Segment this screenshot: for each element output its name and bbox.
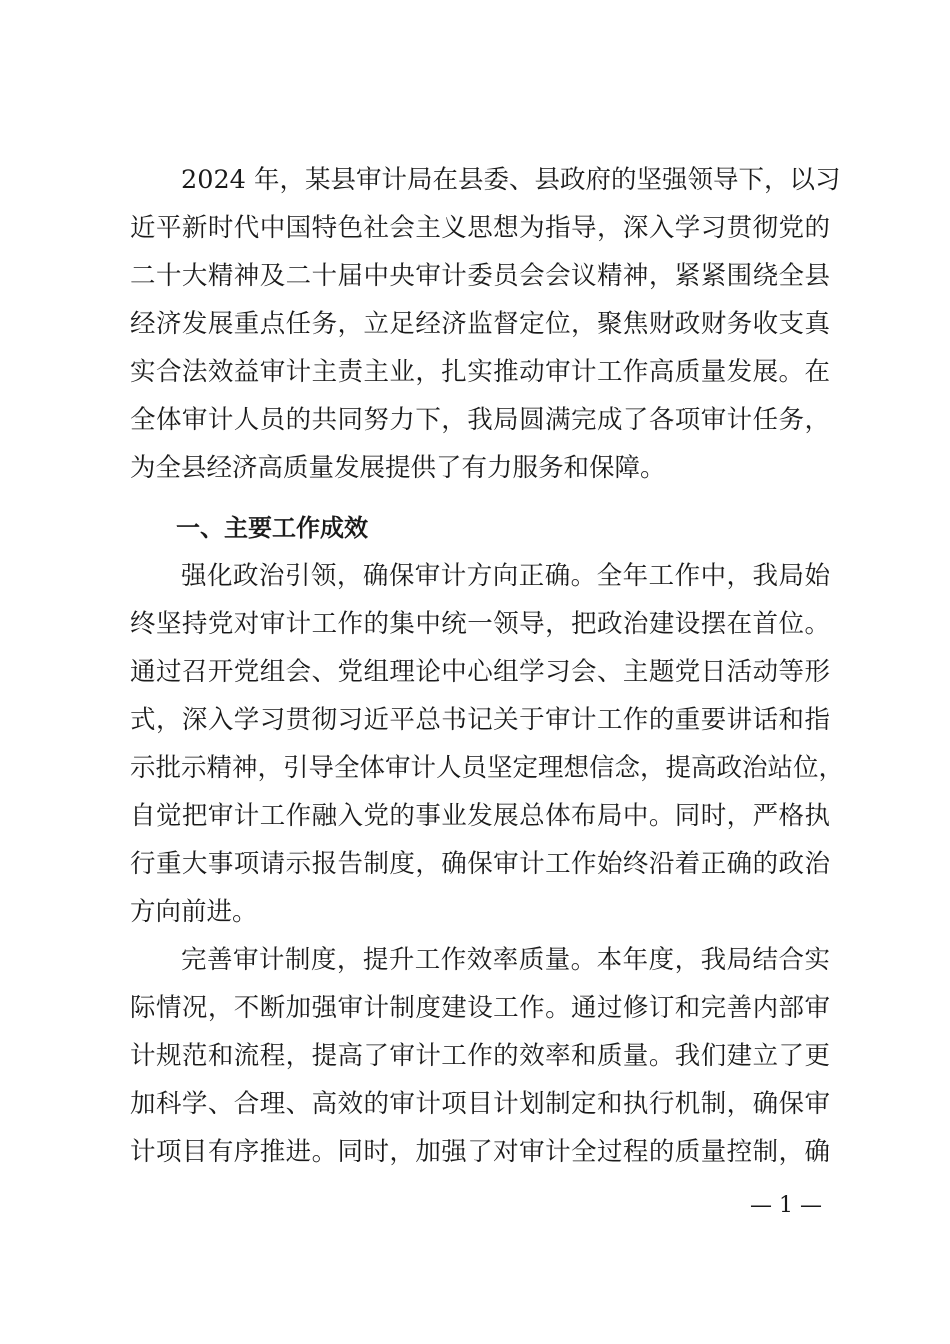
intro-line: 2024 年，某县审计局在县委、县政府的坚强领导下，以习 xyxy=(181,165,841,195)
intro-line: 二十大精神及二十届中央审计委员会会议精神，紧紧围绕全县 xyxy=(130,261,830,291)
paragraph-line: 示批示精神，引导全体审计人员坚定理想信念，提高政治站位， xyxy=(130,753,845,783)
intro-line: 近平新时代中国特色社会主义思想为指导，深入学习贯彻党的 xyxy=(130,213,830,243)
paragraph-line: 加科学、合理、高效的审计项目计划制定和执行机制，确保审 xyxy=(130,1089,830,1119)
paragraph-line: 计规范和流程，提高了审计工作的效率和质量。我们建立了更 xyxy=(130,1041,830,1071)
paragraph-line: 自觉把审计工作融入党的事业发展总体布局中。同时，严格执 xyxy=(130,801,830,831)
paragraph-line: 完善审计制度，提升工作效率质量。本年度，我局结合实 xyxy=(181,945,830,975)
intro-line: 实合法效益审计主责主业，扎实推动审计工作高质量发展。在 xyxy=(130,357,830,387)
paragraph-line: 式，深入学习贯彻习近平总书记关于审计工作的重要讲话和指 xyxy=(130,705,830,735)
paragraph-line: 际情况，不断加强审计制度建设工作。通过修订和完善内部审 xyxy=(130,993,830,1023)
paragraph-line: 终坚持党对审计工作的集中统一领导，把政治建设摆在首位。 xyxy=(130,609,830,639)
paragraph-line: 方向前进。 xyxy=(130,897,258,927)
paragraph-line: 通过召开党组会、党组理论中心组学习会、主题党日活动等形 xyxy=(130,657,830,687)
paragraph-line: 行重大事项请示报告制度，确保审计工作始终沿着正确的政治 xyxy=(130,849,830,879)
intro-line: 为全县经济高质量发展提供了有力服务和保障。 xyxy=(130,453,666,483)
paragraph-line: 计项目有序推进。同时，加强了对审计全过程的质量控制，确 xyxy=(130,1137,830,1167)
section-heading: 一、主要工作成效 xyxy=(176,514,368,542)
intro-line: 全体审计人员的共同努力下，我局圆满完成了各项审计任务， xyxy=(130,405,830,435)
intro-line: 经济发展重点任务，立足经济监督定位，聚焦财政财务收支真 xyxy=(130,309,830,339)
paragraph-line: 强化政治引领，确保审计方向正确。全年工作中，我局始 xyxy=(181,561,830,591)
page-number: — 1 — xyxy=(750,1193,822,1218)
